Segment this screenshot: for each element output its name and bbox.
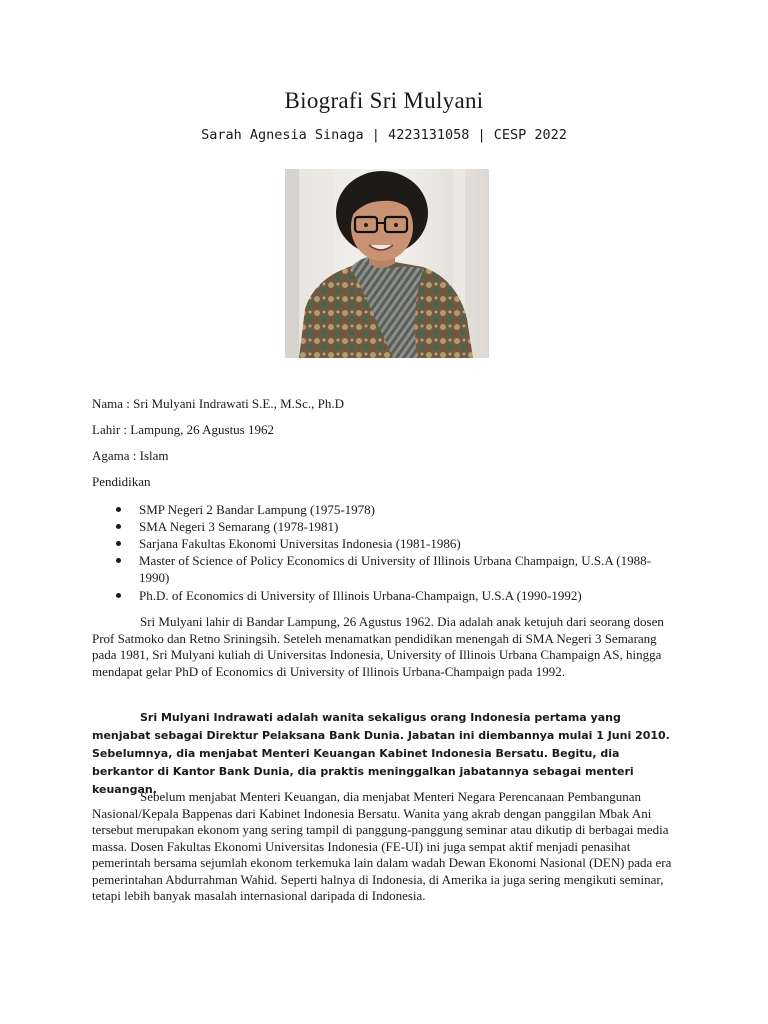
list-item: SMP Negeri 2 Bandar Lampung (1975-1978)	[92, 501, 672, 518]
info-pendidikan-label: Pendidikan	[92, 474, 151, 489]
info-agama: Agama : Islam	[92, 448, 169, 463]
paragraph-2: Sri Mulyani Indrawati adalah wanita sekaligus orang Indonesia pertama yang menjabat sebagai Direktur Pelaksana Bank Dunia. Jabatan ini diembannya mulai 1 Juni 2010. Sebelumnya, dia menjabat Menteri Keuangan Kabinet Indonesia Bersatu. Begitu, dia berkantor di Kantor Bank Dunia, dia praktis meninggalkan jabatannya sebagai menteri keuangan.	[92, 711, 670, 796]
list-item: SMA Negeri 3 Semarang (1978-1981)	[92, 518, 672, 535]
list-item: Sarjana Fakultas Ekonomi Universitas Indonesia (1981-1986)	[92, 535, 672, 552]
author-line: Sarah Agnesia Sinaga | 4223131058 | CESP 2022	[201, 127, 567, 143]
portrait-photo	[285, 169, 489, 358]
info-nama: Nama : Sri Mulyani Indrawati S.E., M.Sc., Ph.D	[92, 396, 345, 411]
education-list	[92, 501, 672, 604]
page-title: Biografi Sri Mulyani	[284, 88, 484, 113]
portrait-illustration	[285, 169, 489, 358]
paragraph-1: Sri Mulyani lahir di Bandar Lampung, 26 Agustus 1962. Dia adalah anak ketujuh dari seorang dosen Prof Satmoko dan Retno Sriningsih. Seteleh menamatkan pendidikan menengah di SMA Negeri 3 Semarang pada 1981, Sri Mulyani kuliah di Universitas Indonesia, University of Illinois Urbana Champaign AS, hingga mendapat gelar PhD of Economics di University of Illinois Urbana-Champaign pada 1992.	[92, 614, 664, 679]
list-item: Master of Science of Policy Economics di University of Illinois Urbana Champaign, U.S.A (1988-1990)	[92, 552, 672, 586]
paragraph-3: Sebelum menjabat Menteri Keuangan, dia menjabat Menteri Negara Perencanaan Pembangunan Nasional/Kepala Bappenas dari Kabinet Indonesia Bersatu. Wanita yang akrab dengan panggilan Mbak Ani tersebut merupakan ekonom yang sering tampil di panggung-panggung seminar atau dikutip di berbagai media massa. Dosen Fakultas Ekonomi Universitas Indonesia (FE-UI) ini juga sempat aktif menjadi penasihat pemerintah bersama sejumlah ekonom terkemuka lain dalam wadah Dewan Ekonomi Nasional (DEN) pada era pemerintahan Abdurrahman Wahid. Seperti halnya di Indonesia, di Amerika ia juga sering mengikuti seminar, tetapi lebih banyak masalah internasional daripada di Indonesia.	[92, 789, 672, 903]
info-lahir: Lahir : Lampung, 26 Agustus 1962	[92, 422, 274, 437]
list-item: Ph.D. of Economics di University of Illinois Urbana-Champaign, U.S.A (1990-1992)	[92, 587, 672, 604]
